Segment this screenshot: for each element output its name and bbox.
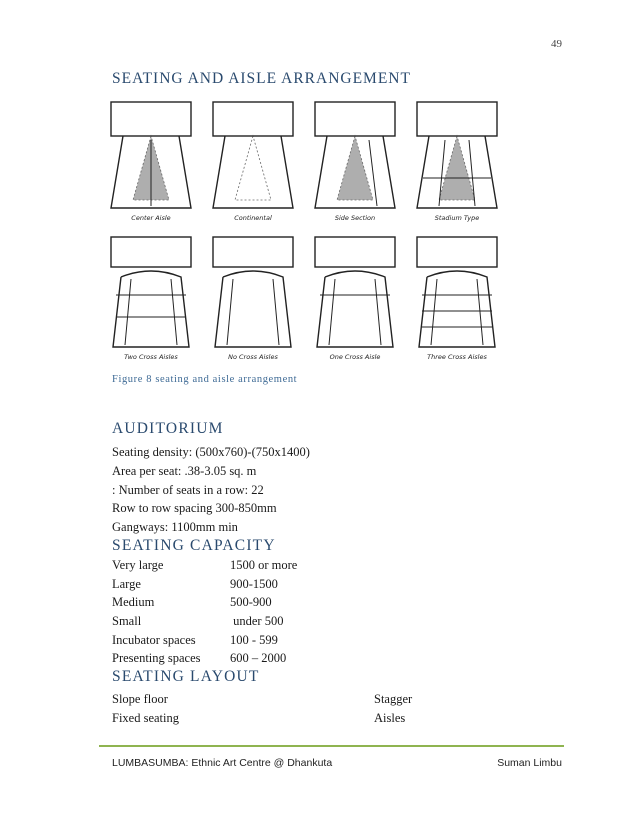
plan-label: Side Section bbox=[334, 214, 376, 222]
spec-seating-density: Seating density: (500x760)-(750x1400) bbox=[112, 445, 310, 459]
capacity-value: 1500 or more bbox=[230, 558, 298, 572]
table-row bbox=[112, 614, 297, 633]
page-number: 49 bbox=[551, 38, 562, 50]
seating-plans-drawing bbox=[99, 96, 508, 366]
seating-arrangement-figure bbox=[99, 96, 508, 366]
capacity-value: 900-1500 bbox=[230, 576, 278, 591]
footer-author: Suman Limbu bbox=[497, 757, 562, 769]
capacity-label: Incubator spaces bbox=[112, 632, 196, 647]
spec-row-spacing: Row to row spacing 300-850mm bbox=[112, 501, 277, 516]
spec-gangways: Gangways: 1100mm min bbox=[112, 520, 238, 535]
seating-layout-heading: SEATING LAYOUT bbox=[112, 668, 260, 685]
capacity-label: Very large bbox=[112, 558, 164, 572]
layout-item-right: Aisles bbox=[374, 710, 406, 725]
plan-label: No Cross Aisles bbox=[228, 353, 278, 361]
table-row bbox=[112, 595, 297, 614]
plan-label: Center Aisle bbox=[131, 214, 171, 222]
layout-row bbox=[112, 709, 452, 728]
capacity-value: 500-900 bbox=[230, 595, 272, 610]
layout-item-right: Stagger bbox=[374, 692, 413, 706]
seating-capacity-table bbox=[112, 558, 297, 670]
table-row bbox=[112, 577, 297, 596]
table-row bbox=[112, 558, 297, 577]
table-row bbox=[112, 633, 297, 652]
capacity-value: under 500 bbox=[230, 614, 284, 629]
capacity-label: Presenting spaces bbox=[112, 651, 201, 666]
capacity-value: 100 - 599 bbox=[230, 632, 278, 647]
plan-label: Stadium Type bbox=[434, 214, 480, 222]
capacity-label: Small bbox=[112, 614, 142, 629]
layout-item-left: Slope floor bbox=[112, 692, 168, 706]
layout-item-left: Fixed seating bbox=[112, 710, 180, 725]
capacity-label: Medium bbox=[112, 595, 155, 610]
section-heading-seating-aisle: SEATING AND AISLE ARRANGEMENT bbox=[112, 70, 411, 87]
spec-seats-in-row: : Number of seats in a row: 22 bbox=[112, 482, 264, 497]
auditorium-heading: AUDITORIUM bbox=[112, 420, 224, 437]
seating-layout-list bbox=[112, 690, 452, 728]
spec-area-per-seat: Area per seat: .38-3.05 sq. m bbox=[112, 463, 257, 478]
plan-label: Continental bbox=[234, 214, 272, 222]
plan-label: Three Cross Aisles bbox=[427, 353, 487, 361]
footer-divider bbox=[99, 745, 564, 747]
plan-label: One Cross Aisle bbox=[329, 353, 381, 361]
auditorium-specs bbox=[112, 443, 310, 537]
capacity-value: 600 – 2000 bbox=[230, 651, 287, 666]
footer-project-title: LUMBASUMBA: Ethnic Art Centre @ Dhankuta bbox=[112, 757, 333, 769]
capacity-label: Large bbox=[112, 576, 141, 591]
figure-caption: Figure 8 seating and aisle arrangement bbox=[112, 374, 298, 385]
plan-label: Two Cross Aisles bbox=[124, 353, 178, 361]
layout-row bbox=[112, 690, 452, 709]
seating-capacity-heading: SEATING CAPACITY bbox=[112, 537, 276, 554]
